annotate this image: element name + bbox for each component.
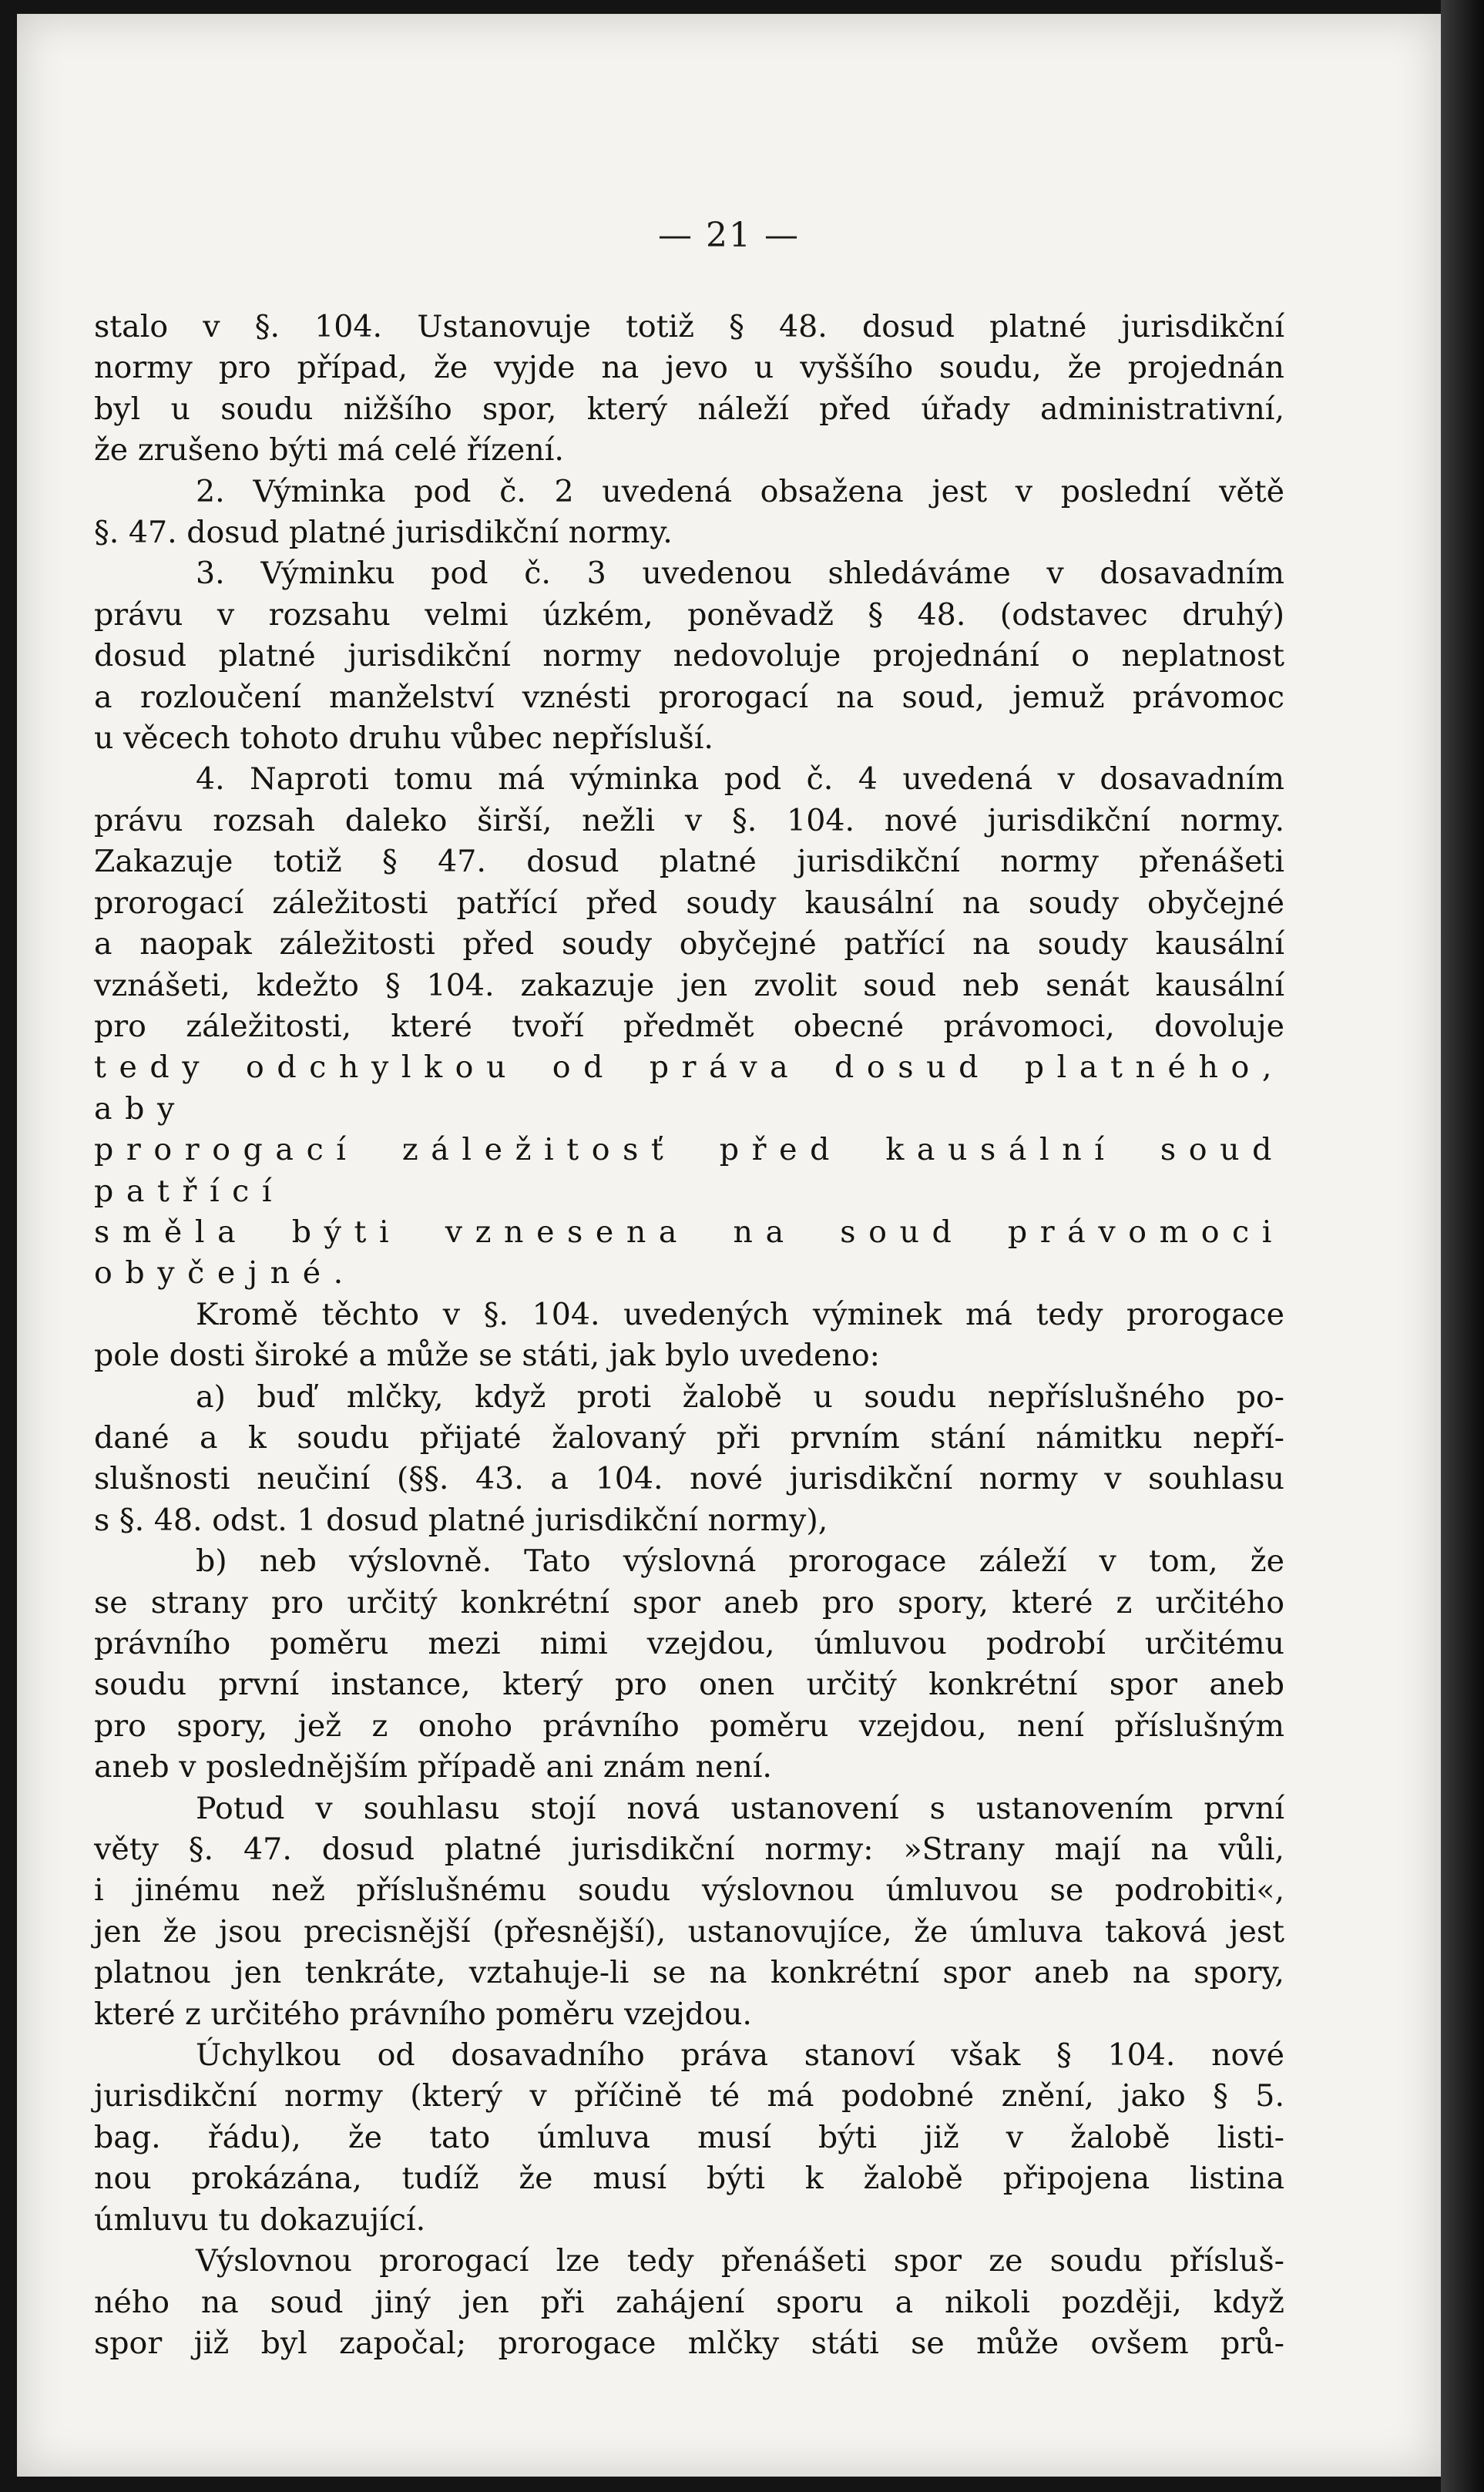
text-line (94, 1583, 1284, 1624)
line-text: ného na soud jiný jen při zahájení sporu a nikoli později, když (94, 2284, 1284, 2320)
line-text: Úchylkou od dosavadního práva stanoví však § 104. nové (196, 2037, 1284, 2074)
line-text: 2. Výminka pod č. 2 uvedená obsažena jest v poslední větě (196, 473, 1284, 509)
line-text: Kromě těchto v §. 104. uvedených výminek má tedy prorogace (196, 1296, 1284, 1332)
line-text: dosud platné jurisdikční normy nedovoluje projednání o neplatnost (94, 638, 1284, 674)
text-line (94, 430, 1284, 471)
text-line (94, 883, 1284, 924)
line-text: že zrušeno býti má celé řízení. (94, 432, 564, 469)
text-line (94, 966, 1284, 1006)
book-edge (1441, 0, 1484, 2492)
text-line (94, 2241, 1284, 2282)
line-text: u věcech tohoto druhu vůbec nepřísluší. (94, 720, 713, 757)
text-line (94, 1829, 1284, 1870)
text-line (94, 2323, 1284, 2364)
line-text: a rozloučení manželství vznésti prorogací na soud, jemuž právomoc (94, 679, 1284, 715)
text-line (94, 2076, 1284, 2117)
line-text: úmluvu tu dokazující. (94, 2201, 426, 2238)
line-text: 3. Výminku pod č. 3 uvedenou shledáváme v dosavadním (196, 556, 1284, 592)
text-line (94, 307, 1284, 348)
text-line (94, 1295, 1284, 1335)
text-line (94, 1624, 1284, 1664)
text-line (94, 1912, 1284, 1953)
text-line (94, 1377, 1284, 1418)
line-text: nou prokázána, tudíž že musí býti k žalobě připojena listina (94, 2161, 1284, 2197)
line-text: aneb v poslednějším případě ani znám není. (94, 1749, 772, 1785)
text-line (94, 2282, 1284, 2323)
line-text: pole dosti široké a může se státi, jak bylo uvedeno: (94, 1338, 880, 1374)
book-page (17, 14, 1441, 2477)
text-line (94, 1418, 1284, 1459)
text-line (94, 924, 1284, 965)
line-text: pro spory, jež z onoho právního poměru vzejdou, není příslušným (94, 1708, 1284, 1744)
line-text: s §. 48. odst. 1 dosud platné jurisdikční normy), (94, 1502, 828, 1538)
text-line (94, 677, 1284, 718)
text-line (94, 348, 1284, 388)
line-text: soudu první instance, který pro onen určitý konkrétní spor aneb (94, 1667, 1284, 1703)
text-line (94, 1541, 1284, 1582)
text-line (94, 2200, 1284, 2241)
line-text: i jinému než příslušnému soudu výslovnou úmluvou se podrobiti«, (94, 1872, 1284, 1909)
line-text: které z určitého právního poměru vzejdou. (94, 1996, 752, 2032)
line-text: byl u soudu nižšího spor, který náleží před úřady administrativní, (94, 391, 1284, 427)
line-text: slušnosti neučiní (§§. 43. a 104. nové jurisdikční normy v souhlasu (94, 1461, 1284, 1497)
text-line (94, 389, 1284, 430)
body-text (94, 307, 1284, 2364)
line-text: normy pro případ, že vyjde na jevo u vyššího soudu, že projednán (94, 350, 1284, 386)
text-line (94, 1953, 1284, 1993)
line-text: dané a k soudu přijaté žalovaný při prvním stání námitku nepří- (94, 1419, 1284, 1456)
line-text: právu v rozsahu velmi úzkém, poněvadž § 48. (odstavec druhý) (94, 596, 1284, 633)
text-line (94, 2035, 1284, 2076)
text-line (94, 1212, 1284, 1295)
text-line (94, 2118, 1284, 2158)
line-text: platnou jen tenkráte, vztahuje-li se na konkrétní spor aneb na spory, (94, 1955, 1284, 1991)
line-text: a) buď mlčky, když proti žalobě u soudu nepříslušného po- (196, 1379, 1284, 1415)
line-text: prorogací záležitosť před kausální soud patřící (94, 1132, 1284, 1209)
text-line (94, 1459, 1284, 1500)
line-text: Zakazuje totiž § 47. dosud platné jurisdikční normy přenášeti (94, 844, 1284, 880)
line-text: právu rozsah daleko širší, nežli v §. 104. nové jurisdikční normy. (94, 802, 1284, 838)
text-line (94, 1706, 1284, 1747)
line-text: jurisdikční normy (který v příčině té má podobné znění, jako § 5. (94, 2078, 1284, 2114)
text-line (94, 553, 1284, 594)
line-text: právního poměru mezi nimi vzejdou, úmluvou podrobí určitému (94, 1626, 1284, 1661)
line-text: b) neb výslovně. Tato výslovná prorogace záleží v tom, že (196, 1543, 1284, 1580)
page-number: — 21 — (658, 216, 800, 255)
text-line (94, 1500, 1284, 1541)
line-text: bag. řádu), že tato úmluva musí býti již v žalobě listi- (94, 2119, 1284, 2155)
line-text: 4. Naproti tomu má výminka pod č. 4 uvedená v dosavadním (196, 761, 1284, 798)
line-text: a naopak záležitosti před soudy obyčejné patřící na soudy kausální (94, 926, 1284, 962)
text-line (94, 512, 1284, 553)
line-text: prorogací záležitosti patřící před soudy kausální na soudy obyčejné (94, 885, 1284, 921)
text-line (94, 1747, 1284, 1788)
line-text: jen že jsou precisnější (přesnější), ustanovujíce, že úmluva taková jest (94, 1913, 1284, 1950)
text-line (94, 1047, 1284, 1130)
text-line (94, 1994, 1284, 2035)
line-text: tedy odchylkou od práva dosud platného, aby (94, 1050, 1284, 1127)
line-text: Potud v souhlasu stojí nová ustanovení s ustanovením první (196, 1790, 1284, 1826)
text-line (94, 1788, 1284, 1829)
text-line (94, 636, 1284, 677)
text-line (94, 718, 1284, 759)
text-line (94, 801, 1284, 841)
text-line (94, 1335, 1284, 1376)
text-line (94, 841, 1284, 882)
line-text: věty §. 47. dosud platné jurisdikční normy: »Strany mají na vůli, (94, 1832, 1284, 1868)
text-line (94, 472, 1284, 512)
line-text: vznášeti, kdežto § 104. zakazuje jen zvolit soud neb senát kausální (94, 967, 1284, 1003)
text-line (94, 1130, 1284, 1212)
text-line (94, 1870, 1284, 1911)
line-text: směla býti vznesena na soud právomoci obyčejné. (94, 1214, 1284, 1291)
text-line (94, 595, 1284, 636)
line-text: spor již byl započal; prorogace mlčky státi se může ovšem prů- (94, 2325, 1284, 2361)
line-text: se strany pro určitý konkrétní spor aneb pro spory, které z určitého (94, 1584, 1284, 1620)
text-line (94, 2158, 1284, 2199)
line-text: Výslovnou prorogací lze tedy přenášeti spor ze soudu přísluš- (196, 2243, 1284, 2279)
line-text: §. 47. dosud platné jurisdikční normy. (94, 515, 673, 551)
text-line (94, 1664, 1284, 1705)
text-line (94, 1006, 1284, 1047)
line-text: pro záležitosti, které tvoří předmět obecné právomoci, dovoluje (94, 1008, 1284, 1044)
text-line (94, 759, 1284, 800)
line-text: stalo v §. 104. Ustanovuje totiž § 48. dosud platné jurisdikční (94, 309, 1284, 344)
